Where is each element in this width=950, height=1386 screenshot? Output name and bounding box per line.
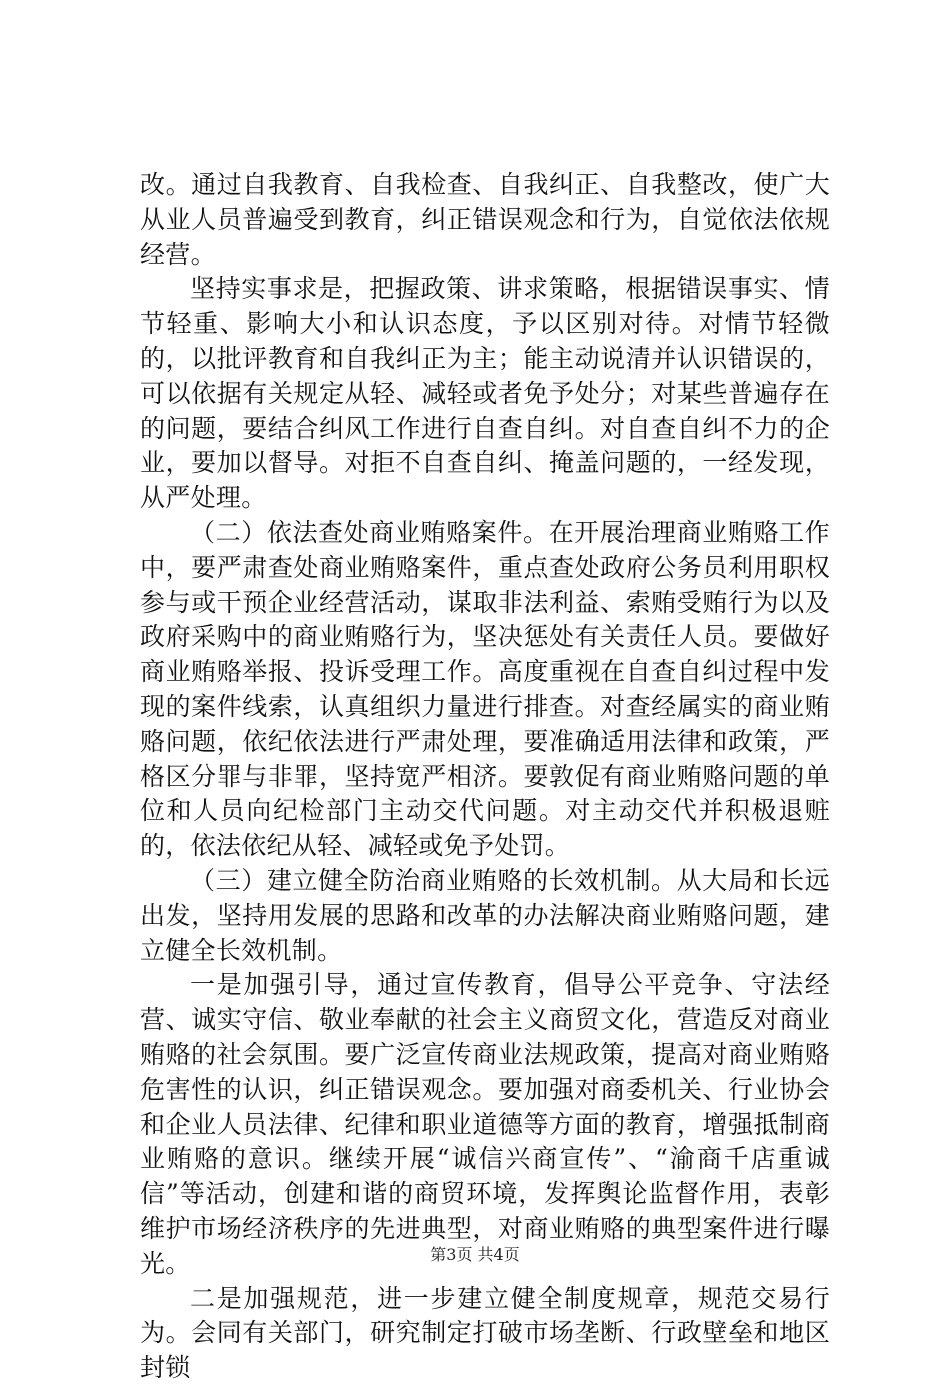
paragraph-1: 改。通过自我教育、自我检查、自我纠正、自我整改，使广大从业人员普遍受到教育，纠正错误观念和行为，自觉依法依规经营。 bbox=[140, 170, 830, 269]
page-footer: 第3页 共4页 bbox=[430, 1245, 520, 1264]
paragraph-2: 坚持实事求是，把握政策、讲求策略，根据错误事实、情节轻重、影响大小和认识态度，予以区别对待。对情节轻微的，以批评教育和自我纠正为主；能主动说清并认识错误的，可以依据有关规定从轻、减轻或者免予处分；对某些普遍存在的问题，要结合纠风工作进行自查自纠。对自查自纠不力的企业，要加以督导。对拒不自查自纠、掩盖问题的，一经发现，从严处理。 bbox=[140, 274, 830, 513]
paragraph-5: 一是加强引导，通过宣传教育，倡导公平竞争、守法经营、诚实守信、敬业奉献的社会主义商贸文化，营造反对商业贿赂的社会氛围。要广泛宣传商业法规政策，提高对商业贿赂危害性的认识，纠正错误观念。要加强对商委机关、行业协会和企业人员法律、纪律和职业道德等方面的教育，增强抵制商业贿赂的意识。继续开展“诚信兴商宣传”、“渝商千店重诚信”等活动，创建和谐的商贸环境，发挥舆论监督作用，表彰维护市场经济秩序的先进典型，对商业贿赂的典型案件进行曝光。 bbox=[140, 970, 830, 1278]
paragraph-3: （二）依法查处商业贿赂案件。在开展治理商业贿赂工作中，要严肃查处商业贿赂案件，重点查处政府公务员利用职权参与或干预企业经营活动，谋取非法利益、索贿受贿行为以及政府采购中的商业贿赂行为，坚决惩处有关责任人员。要做好商业贿赂举报、投诉受理工作。高度重视在自查自纠过程中发现的案件线索，认真组织力量进行排查。对查经属实的商业贿赂问题，依纪依法进行严肃处理，要准确适用法律和政策，严格区分罪与非罪，坚持宽严相济。要敦促有商业贿赂问题的单位和人员向纪检部门主动交代问题。对主动交代并积极退赃的，依法依纪从轻、减轻或免予处罚。 bbox=[140, 517, 830, 861]
body-text bbox=[140, 168, 830, 1386]
paragraph-6: 二是加强规范，进一步建立健全制度规章，规范交易行为。会同有关部门，研究制定打破市场垄断、行政壁垒和地区封锁 bbox=[140, 1283, 830, 1383]
paragraph-4: （三）建立健全防治商业贿赂的长效机制。从大局和长远出发，坚持用发展的思路和改革的办法解决商业贿赂问题，建立健全长效机制。 bbox=[140, 865, 830, 965]
